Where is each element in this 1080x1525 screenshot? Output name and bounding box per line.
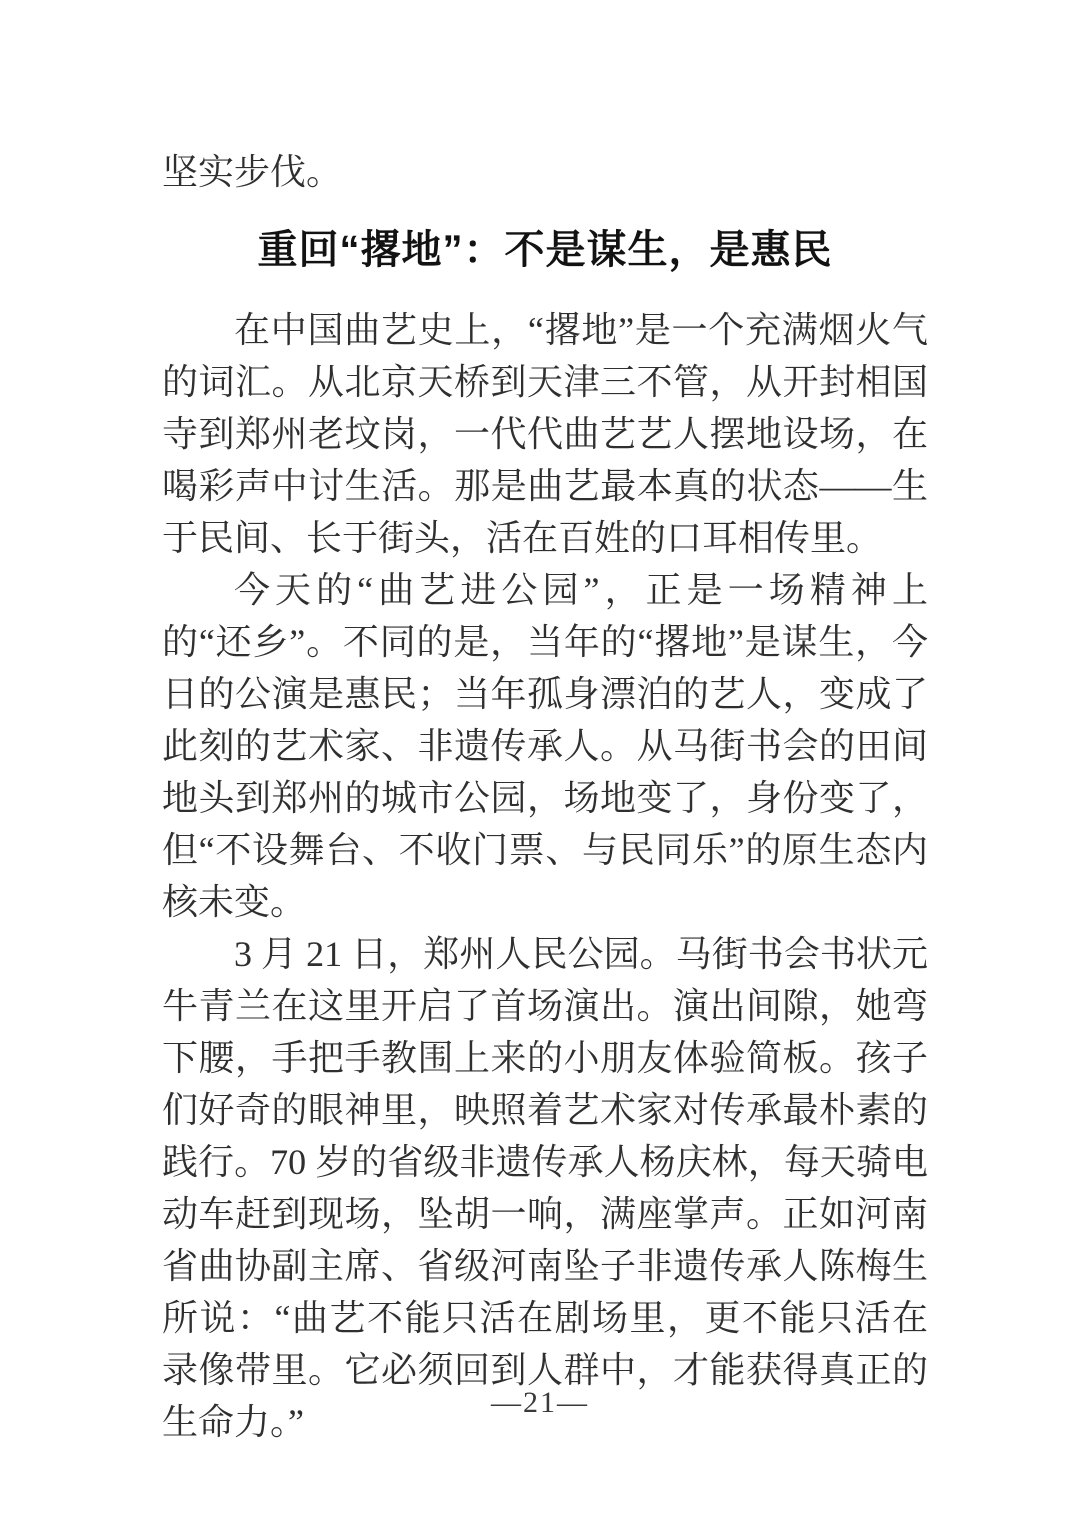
section-heading: 重回“撂地”：不是谋生，是惠民 (257, 228, 833, 272)
paragraph-continuation: 坚实步伐。 (162, 152, 343, 192)
paragraph-1: 在中国曲艺史上，“撂地”是一个充满烟火气的词汇。从北京天桥到天津三不管，从开封相国寺到郑州老坟岗，一代代曲艺艺人摆地设场，在喝彩声中讨生活。那是曲艺最本真的状态——生于民间、长于街头，活在百姓的口耳相传里。 (162, 310, 928, 558)
paragraph-3: 3 月 21 日，郑州人民公园。马街书会书状元牛青兰在这里开启了首场演出。演出间隙，她弯下腰，手把手教围上来的小朋友体验简板。孩子们好奇的眼神里，映照着艺术家对传承最朴素的践行。70 岁的省级非遗传承人杨庆林，每天骑电动车赶到现场，坠胡一响，满座掌声。正如河南省曲协副主席、省级河南坠子非遗传承人陈梅生所说：“曲艺不能只活在剧场里，更不能只活在录像带里。它必须回到人群中，才能获得真正的生命力。” (162, 934, 928, 1442)
paragraph-2: 今天的“曲艺进公园”，正是一场精神上的“还乡”。不同的是，当年的“撂地”是谋生，今日的公演是惠民；当年孤身漂泊的艺人，变成了此刻的艺术家、非遗传承人。从马街书会的田间地头到郑州的城市公园，场地变了，身份变了，但“不设舞台、不收门票、与民同乐”的原生态内核未变。 (162, 570, 928, 922)
page-number: —21— (491, 1386, 589, 1419)
